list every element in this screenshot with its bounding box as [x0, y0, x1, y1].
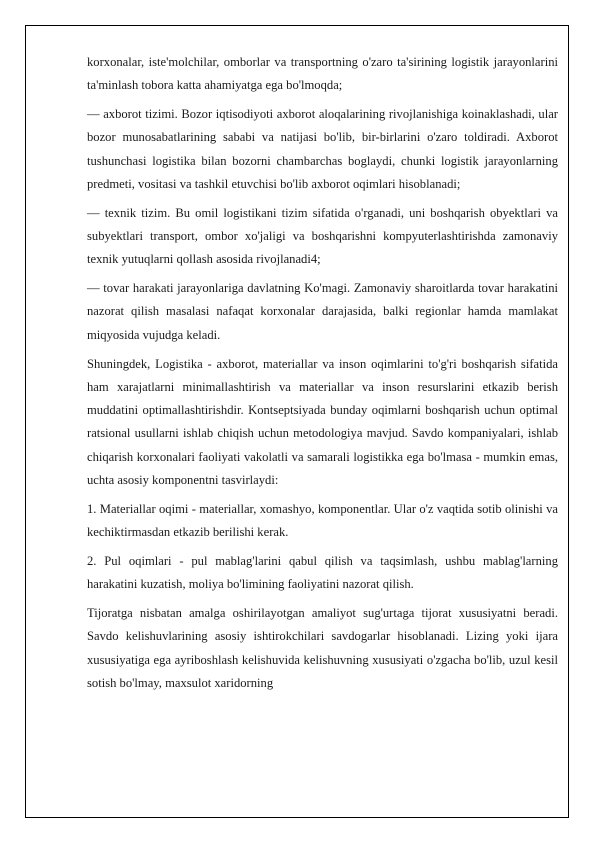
document-body: [87, 51, 558, 701]
paragraph-logistics-processes: korxonalar, iste'molchilar, omborlar va transportning o'zaro ta'sirining logistik jarayonlarini ta'minlash tobora katta ahamiyatga ega bo'lmoqda;: [87, 55, 558, 93]
paragraph-commerce-insurance: Tijoratga nisbatan amalga oshirilayotgan amaliyot sug'urtaga tijorat xususiyatni beradi. Savdo kelishuvlarining asosiy ishtirokchilari savdogarlar hisoblanadi. Lizing yoki ijara xususiyatiga ega ayriboshlash kelishuvida kelishuvning xususiyati o'zgacha bo'lib, uzul kesil sotish bo'lmay, maxsulot xaridorning: [87, 606, 558, 690]
list-item-money-flows: 2. Pul oqimlari - pul mablag'larini qabul qilish va taqsimlash, ushbu mablag'larning harakatini kuzatish, moliya bo'limining faoliyatini nazorat qilish.: [87, 553, 558, 592]
list-item-material-flows: 1. Materiallar oqimi - materiallar, xomashyo, komponentlar. Ular o'z vaqtida sotib olinishi va kechiktirmasdan etkazib berilishi kerak.: [87, 501, 558, 540]
paragraph-technical-system: — texnik tizim. Bu omil logistikani tizim sifatida o'rganadi, uni boshqarish obyektlari va subyektlari transport, ombor xo'jaligi va boshqarishni kompyuterlashtirishda zamonaviy texnik yutuqlarni qollash asosida rivojlanadi4;: [87, 205, 558, 267]
paragraph-information-system: — axborot tizimi. Bozor iqtisodiyoti axborot aloqalarining rivojlanishiga koinaklashadi, ular bozor munosabatlarining sababi va natijasi bo'lib, bir-birlarini o'zaro toldiradi. Axborot tushunchasi logistika bilan bozorni chambarchas boglaydi, chunki logistik jarayonlarning predmeti, vositasi va tashkil etuvchisi bo'lib axborot oqimlari hisoblanadi;: [87, 107, 558, 191]
paragraph-logistics-definition: Shuningdek, Logistika - axborot, materiallar va inson oqimlarini to'g'ri boshqarish sifatida ham xarajatlarni minimallashtirish va materiallar va inson resurslarini etkazib berish muddatini optimallashtirishdir. Kontseptsiyada bunday oqimlarni boshqarish uchun optimal ratsional usullarni ishlab chiqish uchun metodologiya mavjud. Savdo kompaniyalari, ishlab chiqarish korxonalari faoliyati vakolatli va samarali logistikka ega bo'lmasa - mumkin emas, uchta asosiy komponentni tasvirlaydi:: [87, 356, 558, 488]
paragraph-state-support: — tovar harakati jarayonlariga davlatning Ko'magi. Zamonaviy sharoitlarda tovar harakatini nazorat qilish masalasi nafaqat korxonalar darajasida, balki regionlar hamda mamlakat miqyosida vujudga keladi.: [87, 281, 558, 342]
